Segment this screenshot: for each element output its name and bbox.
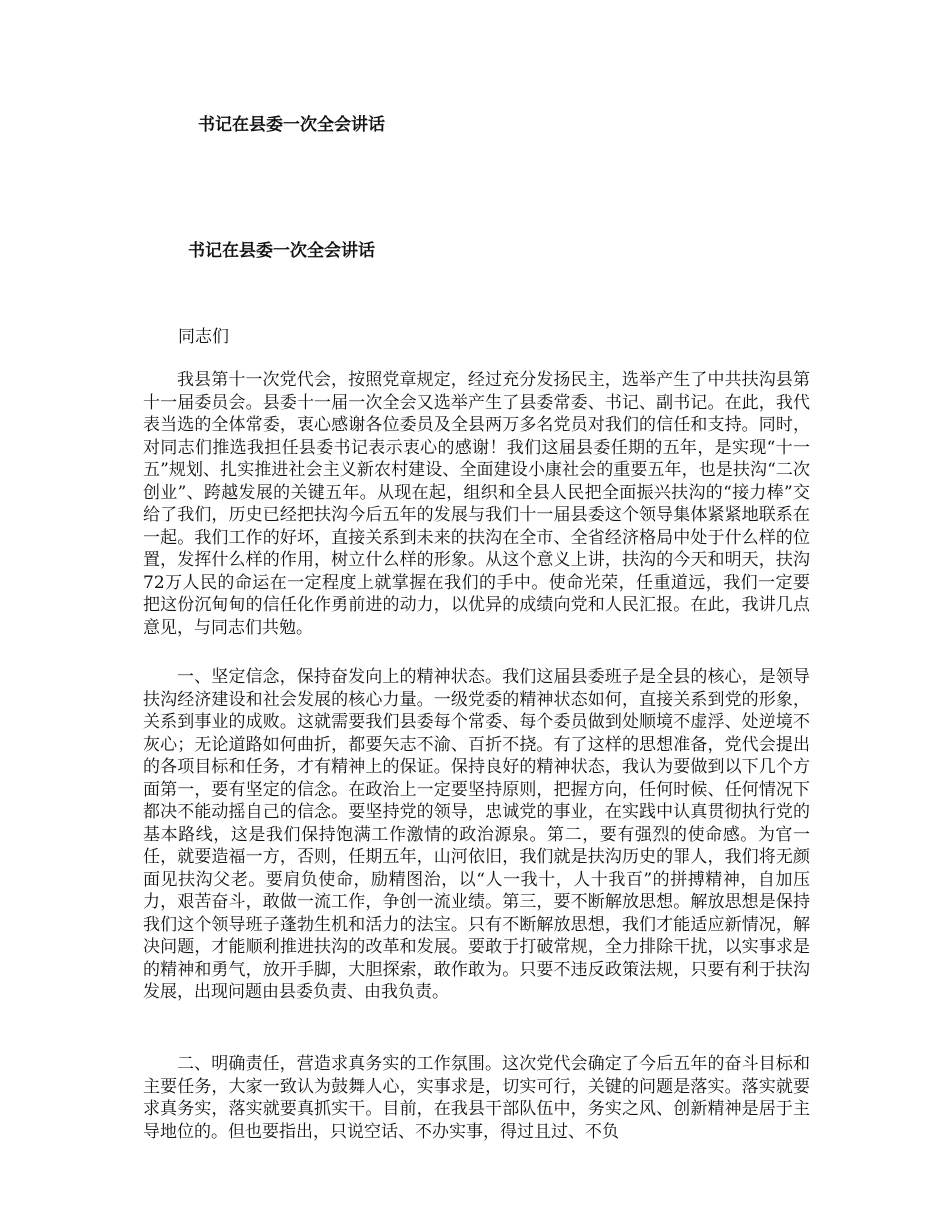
salutation: 同志们 [178,327,229,347]
document-header-title: 书记在县委一次全会讲话 [198,115,385,135]
document-title: 书记在县委一次全会讲话 [188,241,375,261]
paragraph-section-two: 二、明确责任，营造求真务实的工作氛围。这次党代会确定了今后五年的奋斗目标和主要任务，大家一致认为鼓舞人心，实事求是，切实可行，关键的问题是落实。落实就要求真务实，落实就要真抓实干。目前，在我县干部队伍中，务实之风、创新精神是居于主导地位的。但也要指出，只说空话、不办实事，得过且过、不负 [143,1054,810,1142]
paragraph-intro: 我县第十一次党代会，按照党章规定，经过充分发扬民主，选举产生了中共扶沟县第十一届委员会。县委十一届一次全会又选举产生了县委常委、书记、副书记。在此，我代表当选的全体常委，衷心感谢各位委员及全县两万多名党员对我们的信任和支持。同时，对同志们推选我担任县委书记表示衷心的感谢！我们这届县委任期的五年，是实现“十一五”规划、扎实推进社会主义新农村建设、全面建设小康社会的重要五年，也是扶沟“二次创业”、跨越发展的关键五年。从现在起，组织和全县人民把全面振兴扶沟的“接力棒”交给了我们，历史已经把扶沟今后五年的发展与我们十一届县委这个领导集体紧紧地联系在一起。我们工作的好坏，直接关系到未来的扶沟在全市、全省经济格局中处于什么样的位置，发挥什么样的作用，树立什么样的形象。从这个意义上讲，扶沟的今天和明天，扶沟72万人民的命运在一定程度上就掌握在我们的手中。使命光荣，任重道远，我们一定要把这份沉甸甸的信任化作勇前进的动力，以优异的成绩向党和人民汇报。在此，我讲几点意见，与同志们共勉。 [143,370,810,638]
paragraph-section-one: 一、坚定信念，保持奋发向上的精神状态。我们这届县委班子是全县的核心，是领导扶沟经济建设和社会发展的核心力量。一级党委的精神状态如何，直接关系到党的形象，关系到事业的成败。这就需要我们县委每个常委、每个委员做到处顺境不虚浮、处逆境不灰心；无论道路如何曲折，都要矢志不渝、百折不挠。有了这样的思想准备，党代会提出的各项目标和任务，才有精神上的保证。保持良好的精神状态，我认为要做到以下几个方面第一，要有坚定的信念。在政治上一定要坚持原则，把握方向，任何时候、任何情况下都决不能动摇自己的信念。要坚持党的领导，忠诚党的事业，在实践中认真贯彻执行党的基本路线，这是我们保持饱满工作激情的政治源泉。第二，要有强烈的使命感。为官一任，就要造福一方，否则，任期五年，山河依旧，我们就是扶沟历史的罪人，我们将无颜面见扶沟父老。要肩负使命，励精图治，以“人一我十，人十我百”的拼搏精神，自加压力，艰苦奋斗，敢做一流工作，争创一流业绩。第三，要不断解放思想。解放思想是保持我们这个领导班子蓬勃生机和活力的法宝。只有不断解放思想，我们才能适应新情况，解决问题，才能顺利推进扶沟的改革和发展。要敢于打破常规，全力排除干扰，以实事求是的精神和勇气，放开手脚，大胆探索，敢作敢为。只要不违反政策法规，只要有利于扶沟发展，出现问题由县委负责、由我负责。 [143,667,810,1002]
